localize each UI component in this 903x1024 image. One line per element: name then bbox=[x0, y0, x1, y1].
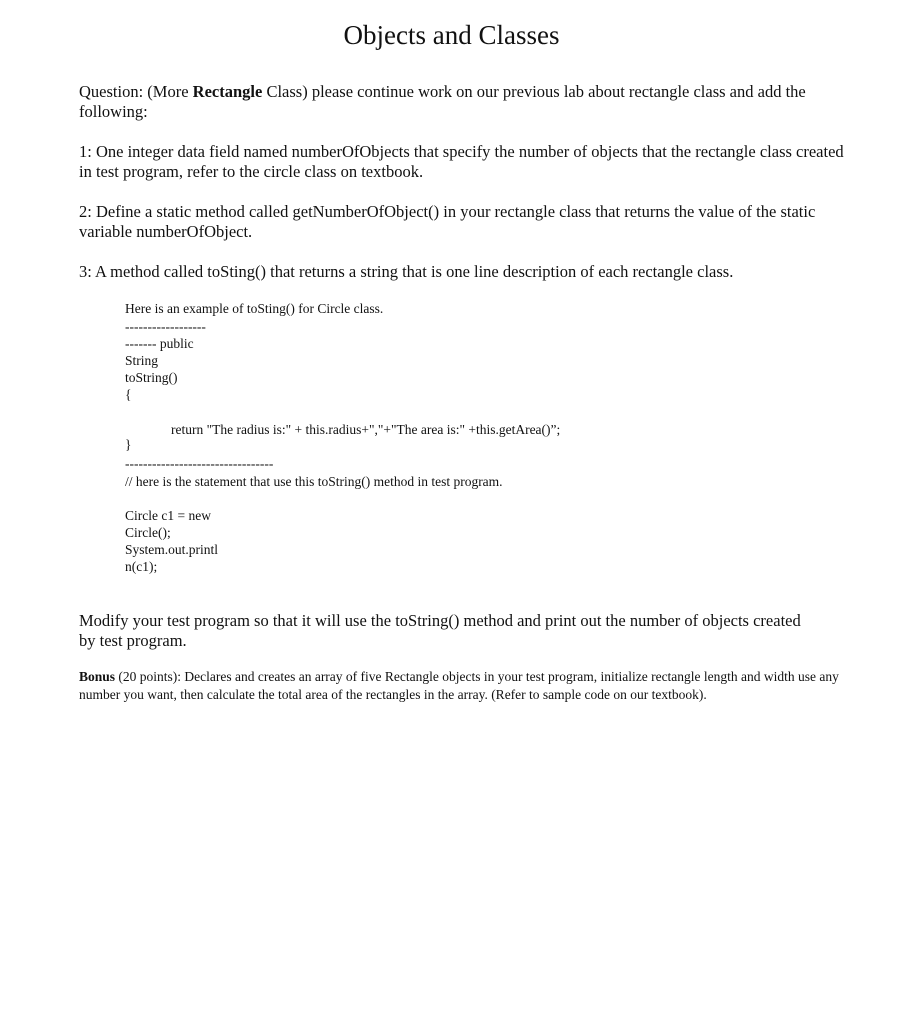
code-line-open-brace: { bbox=[125, 387, 132, 402]
code-usage-line-3: System.out.printl bbox=[125, 542, 219, 557]
requirement-item-3: 3: A method called toSting() that returns a string that is one line description of each rectangle class. bbox=[79, 262, 734, 281]
example-divider-bottom: --------------------------------- bbox=[125, 456, 274, 471]
example-divider-top: ------------------ bbox=[125, 319, 206, 334]
bonus-paragraph bbox=[79, 668, 849, 704]
code-usage-line-2: Circle(); bbox=[125, 525, 171, 540]
requirement-item-1: 1: One integer data field named numberOfObjects that specify the number of objects that the rectangle class created in test program, refer to the circle class on textbook. bbox=[79, 142, 844, 181]
code-line-public: ------- public bbox=[125, 336, 194, 351]
question-prefix: Question: (More bbox=[79, 82, 193, 101]
code-usage-line-1: Circle c1 = new bbox=[125, 508, 211, 523]
code-usage-line-4: n(c1); bbox=[125, 559, 158, 574]
example-intro: Here is an example of toSting() for Circle class. bbox=[125, 301, 384, 316]
code-line-tostring: toString() bbox=[125, 370, 178, 385]
bonus-label: Bonus bbox=[79, 669, 116, 684]
bonus-text: (20 points): Declares and creates an array of five Rectangle objects in your test program, initialize rectangle length and width use any number you want, then calculate the total area of the rectangles in the array. (Refer to sample code on our textbook). bbox=[79, 669, 839, 702]
code-comment: // here is the statement that use this toString() method in test program. bbox=[125, 474, 503, 489]
page-title: Objects and Classes bbox=[343, 20, 560, 50]
question-suffix: Class) please continue work on our previous lab about rectangle class and add the following: bbox=[79, 82, 806, 121]
modify-paragraph: Modify your test program so that it will use the toString() method and print out the number of objects created by test program. bbox=[79, 611, 801, 650]
question-paragraph bbox=[79, 82, 854, 122]
code-line-string: String bbox=[125, 353, 159, 368]
code-line-return: return "The radius is:" + this.radius+","+"The area is:" +this.getArea()”; bbox=[171, 422, 561, 437]
question-bold-term: Rectangle bbox=[192, 82, 263, 101]
code-line-close-brace: } bbox=[125, 437, 132, 452]
requirement-item-2: 2: Define a static method called getNumberOfObject() in your rectangle class that returns the value of the static variable numberOfObject. bbox=[79, 202, 816, 241]
